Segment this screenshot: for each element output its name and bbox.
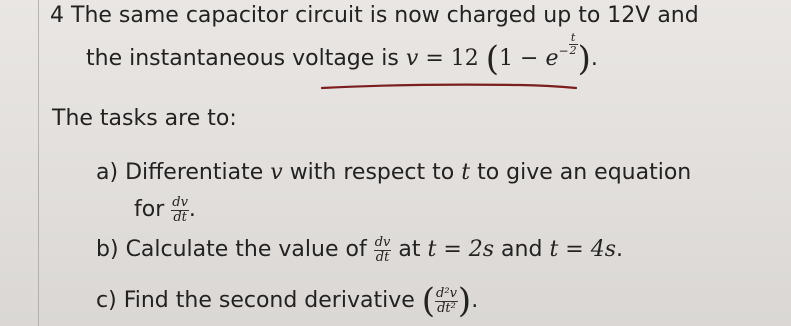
task-a-label: a) <box>96 160 119 185</box>
eq-minus: − <box>520 46 539 71</box>
task-b-cond-2: t = 4s <box>549 237 616 263</box>
task-b-period: . <box>616 237 623 263</box>
task-a-text-3: to give an equation <box>477 160 692 185</box>
eq-exp-minus: − <box>558 44 569 58</box>
task-b-frac-num: dv <box>374 235 391 250</box>
margin-line <box>38 0 39 160</box>
eq-lhs: v <box>405 46 419 71</box>
task-a-frac-num: dv <box>172 195 188 210</box>
question-line-1 <box>50 5 699 27</box>
task-c-open-paren: ( <box>421 281 436 321</box>
eq-close-paren: ) <box>577 39 591 79</box>
task-c-frac-num: d²v <box>436 285 457 301</box>
task-c-label: c) <box>96 288 117 313</box>
task-a-period: . <box>188 197 196 223</box>
task-b-frac-den: dt <box>375 249 390 265</box>
eq-exp-den: 2 <box>569 43 577 57</box>
task-b-text-2: at <box>398 237 421 263</box>
task-a-frac-den: dt <box>173 209 187 225</box>
task-b-label: b) <box>96 237 119 263</box>
eq-open-paren: ( <box>485 39 500 79</box>
intro-text-1: The same capacitor circuit is now charged up to 12V and <box>71 3 699 28</box>
task-a-fraction <box>171 196 189 224</box>
task-a-var-v: v <box>270 160 283 185</box>
task-a-line-1 <box>96 162 691 184</box>
task-c-line <box>96 281 479 321</box>
question-line-2 <box>86 31 598 79</box>
task-b-cond-1: t = 2s <box>427 237 495 263</box>
eq-one: 1 <box>499 46 514 71</box>
task-c-close-paren: ) <box>457 281 472 321</box>
task-a-text-1: Differentiate <box>125 160 264 185</box>
task-a-line-2 <box>134 196 196 224</box>
handwritten-underline <box>320 82 578 92</box>
question-number: 4 <box>50 3 64 28</box>
task-c-frac-den: dt² <box>437 300 456 316</box>
task-b-fraction <box>374 236 392 264</box>
eq-coefficient: 12 <box>450 46 479 71</box>
eq-exponent <box>558 31 578 58</box>
task-b-text-1: Calculate the value of <box>125 237 367 263</box>
eq-equals: = <box>425 46 444 71</box>
task-a-text-2: with respect to <box>289 160 455 185</box>
task-a-var-t: t <box>461 160 471 185</box>
margin-line-lower <box>38 150 39 326</box>
task-c-period: . <box>471 288 479 313</box>
task-b-line <box>96 236 623 264</box>
task-c-fraction <box>435 287 458 315</box>
task-c-text-1: Find the second derivative <box>123 288 415 313</box>
task-a-for: for <box>134 197 165 223</box>
eq-exp-num: t <box>569 32 578 45</box>
task-b-and: and <box>501 237 543 263</box>
intro-text-2: the instantaneous voltage is <box>86 46 399 71</box>
eq-e: e <box>545 46 559 71</box>
eq-period: . <box>590 46 598 71</box>
tasks-heading: The tasks are to: <box>52 106 237 131</box>
eq-exp-frac <box>569 32 578 56</box>
